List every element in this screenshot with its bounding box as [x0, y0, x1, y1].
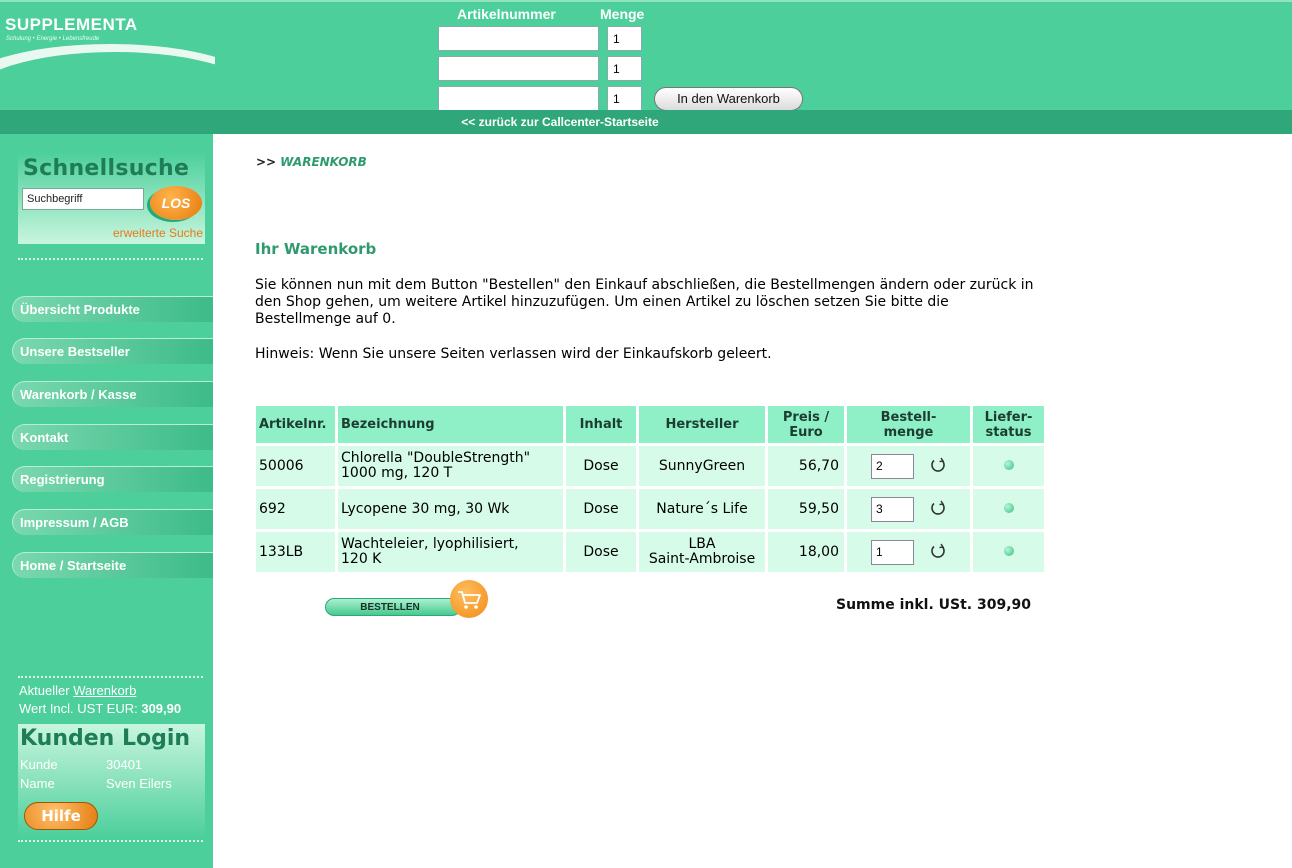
cell-manufacturer: [639, 532, 765, 572]
col-price-line2: Euro: [789, 424, 823, 440]
col-description: Bezeichnung: [338, 406, 563, 443]
cell-article-number: 50006: [256, 446, 335, 486]
search-go-button[interactable]: LOS: [150, 186, 202, 220]
logo-name: SUPPLEMENTA: [5, 15, 138, 34]
article-number-input-3[interactable]: [438, 86, 599, 111]
cell-content: Dose: [566, 489, 636, 529]
article-number-input-2[interactable]: [438, 56, 599, 81]
logo-tagline: Schulung • Energie • Lebensfreude: [6, 36, 100, 42]
callcenter-bar: [0, 110, 1292, 134]
search-input[interactable]: [22, 188, 144, 210]
cell-price: 18,00: [768, 532, 844, 572]
name-label: Name: [20, 776, 55, 791]
intro-text: Sie können nun mit dem Button "Bestellen" den Einkauf abschließen, die Bestellmengen ändern oder zurück in den Shop gehen, um weitere Artikel hinzuzufügen. Um einen Artikel zu löschen setzen Sie bitte die Bestellmenge auf 0.: [255, 277, 1034, 327]
cell-manufacturer: SunnyGreen: [639, 446, 765, 486]
cell-content: Dose: [566, 532, 636, 572]
quantity-input-3[interactable]: [607, 86, 642, 111]
sidebar-item-home[interactable]: [12, 552, 213, 578]
header: [0, 0, 1292, 110]
cell-status: [973, 489, 1044, 529]
description-line2: 120 K: [341, 551, 382, 567]
extended-search-link[interactable]: erweiterte Suche: [112, 226, 203, 240]
login-title: Kunden Login: [20, 726, 191, 751]
back-to-callcenter-link[interactable]: << zurück zur Callcenter-Startseite: [461, 115, 659, 129]
cell-article-number: 133LB: [256, 532, 335, 572]
sidebar-item-products[interactable]: [12, 296, 213, 322]
col-article-number: Artikelnr.: [256, 406, 335, 443]
sidebar-item-imprint[interactable]: [12, 509, 213, 535]
breadcrumb-current: WARENKORB: [280, 155, 367, 169]
col-price: [768, 406, 844, 443]
order-quantity-input[interactable]: [871, 540, 914, 565]
cart-prefix: Aktueller: [19, 683, 70, 698]
cell-quantity: [847, 489, 970, 529]
article-number-header: Artikelnummer: [457, 6, 556, 22]
quantity-header: Menge: [600, 6, 645, 22]
page-title: Ihr Warenkorb: [255, 240, 377, 258]
customer-name: Sven Eilers: [106, 776, 172, 791]
article-number-input-1[interactable]: [438, 26, 599, 51]
col-price-line1: Preis /: [782, 409, 830, 425]
table-row: [256, 446, 1044, 486]
order-button-label: BESTELLEN: [360, 602, 420, 613]
cart-glyph-icon: [450, 580, 488, 618]
shopping-cart-icon: [450, 580, 488, 618]
cell-status: [973, 446, 1044, 486]
quicksearch-box: [18, 152, 205, 244]
breadcrumb-prefix: >>: [256, 155, 277, 169]
cell-manufacturer: Nature´s Life: [639, 489, 765, 529]
cell-price: 56,70: [768, 446, 844, 486]
cart-link[interactable]: Warenkorb: [73, 683, 137, 698]
sidebar-item-label: Impressum / AGB: [20, 515, 129, 530]
cell-quantity: [847, 446, 970, 486]
table-row: [256, 489, 1044, 529]
cell-description: [338, 446, 563, 486]
divider: [18, 840, 203, 842]
manufacturer-line2: Saint-Ambroise: [648, 551, 756, 567]
refresh-icon[interactable]: [928, 500, 948, 518]
cell-description: Lycopene 30 mg, 30 Wk: [338, 489, 563, 529]
quantity-input-2[interactable]: [607, 56, 642, 81]
delivery-status-dot: [1004, 546, 1014, 556]
table-header-row: [256, 406, 1044, 443]
customer-label: Kunde: [20, 757, 58, 772]
name-row: [20, 776, 172, 791]
breadcrumb: [256, 155, 367, 169]
cell-article-number: 692: [256, 489, 335, 529]
help-button[interactable]: Hilfe: [24, 802, 98, 830]
sidebar-item-label: Registrierung: [20, 472, 105, 487]
quicksearch-title: Schnellsuche: [23, 156, 190, 181]
customer-row: [20, 757, 143, 772]
order-quantity-input[interactable]: [871, 454, 914, 479]
col-delivery-status: [973, 406, 1044, 443]
sidebar-item-contact[interactable]: [12, 424, 213, 450]
logo[interactable]: [0, 2, 215, 112]
cart-table: [253, 403, 1047, 575]
col-quantity-line2: menge: [883, 424, 934, 440]
description-line1: Wachteleier, lyophilisiert,: [341, 536, 519, 552]
sidebar-item-label: Warenkorb / Kasse: [20, 387, 137, 402]
sidebar: [0, 134, 213, 868]
cell-price: 59,50: [768, 489, 844, 529]
col-quantity-line1: Bestell-: [880, 409, 937, 425]
cell-description: [338, 532, 563, 572]
cart-value: 309,90: [141, 701, 182, 716]
sidebar-item-bestseller[interactable]: [12, 338, 213, 364]
table-row: [256, 532, 1044, 572]
quantity-input-1[interactable]: [607, 26, 642, 51]
cell-content: Dose: [566, 446, 636, 486]
divider: [18, 676, 203, 678]
sidebar-item-label: Unsere Bestseller: [20, 344, 130, 359]
customer-login-box: [18, 724, 205, 838]
col-quantity: [847, 406, 970, 443]
sidebar-item-registration[interactable]: [12, 466, 213, 492]
manufacturer-line1: LBA: [688, 536, 716, 552]
divider: [18, 258, 203, 260]
order-total: Summe inkl. USt. 309,90: [836, 597, 1032, 613]
cart-value-label: Wert Incl. UST EUR:: [19, 701, 138, 716]
description-line1: Chlorella "DoubleStrength": [341, 450, 531, 466]
order-quantity-input[interactable]: [871, 497, 914, 522]
col-status-line2: status: [985, 424, 1032, 440]
delivery-status-dot: [1004, 503, 1014, 513]
add-to-cart-button[interactable]: In den Warenkorb: [654, 87, 803, 111]
sidebar-item-label: Home / Startseite: [20, 558, 127, 573]
cell-status: [973, 532, 1044, 572]
cart-summary: [19, 682, 181, 718]
col-status-line1: Liefer-: [984, 409, 1033, 425]
notice-text: Hinweis: Wenn Sie unsere Seiten verlassen wird der Einkaufskorb geleert.: [255, 346, 772, 362]
sidebar-item-cart[interactable]: [12, 381, 213, 407]
logo-swoosh-cut: [0, 52, 215, 112]
refresh-icon[interactable]: [928, 543, 948, 561]
customer-number: 30401: [106, 757, 143, 772]
order-button[interactable]: [325, 580, 490, 620]
col-content: Inhalt: [566, 406, 636, 443]
col-manufacturer: Hersteller: [639, 406, 765, 443]
refresh-icon[interactable]: [928, 457, 948, 475]
description-line2: 1000 mg, 120 T: [341, 465, 453, 481]
cell-quantity: [847, 532, 970, 572]
sidebar-item-label: Übersicht Produkte: [20, 302, 140, 317]
delivery-status-dot: [1004, 460, 1014, 470]
sidebar-item-label: Kontakt: [20, 430, 69, 445]
